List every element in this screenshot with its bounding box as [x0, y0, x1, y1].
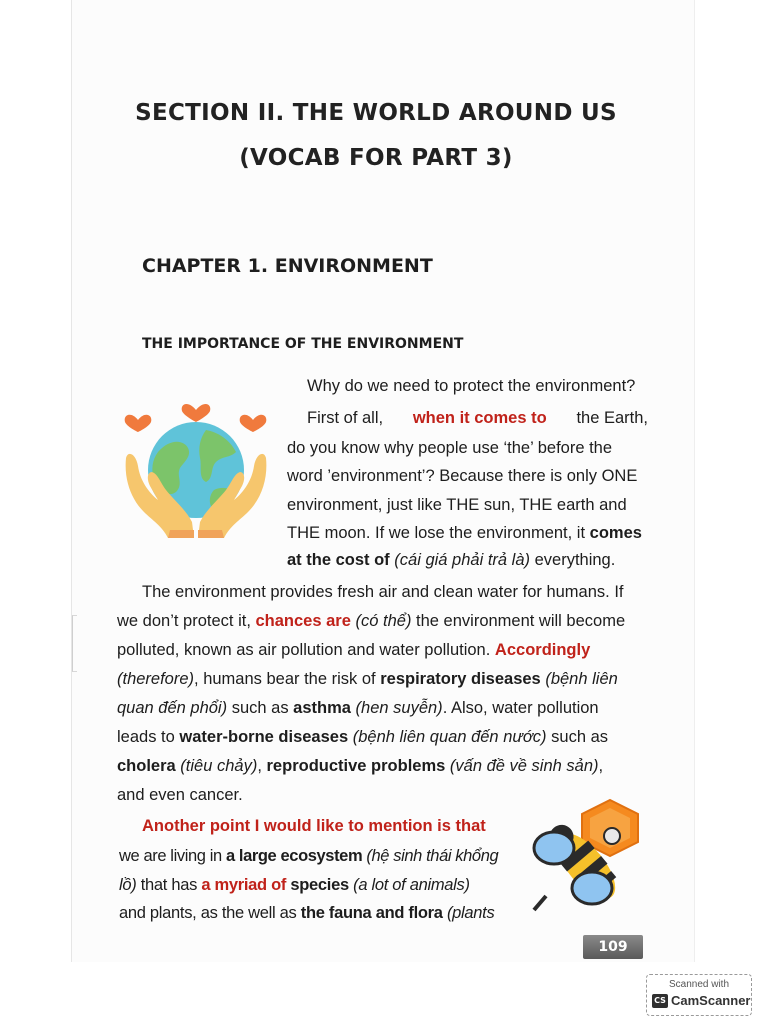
text-line: quan đến phổi) such as asthma (hen suyễn). Also, water pollution	[117, 699, 599, 717]
scanner-caption: Scanned with	[668, 979, 730, 990]
text-line: Why do we need to protect the environment?	[307, 377, 636, 395]
text-line: and even cancer.	[117, 786, 243, 804]
earth-in-hands-illustration	[118, 382, 274, 542]
text-line: First of all, when it comes to the Earth,	[307, 409, 648, 427]
text-line: at the cost of (cái giá phải trả là) everything.	[287, 551, 616, 569]
text-line: lồ) that has a myriad of species (a lot of animals)	[119, 876, 470, 894]
highlight-phrase: a myriad of	[201, 876, 287, 894]
section-title-line2: (VOCAB FOR PART 3)	[239, 145, 513, 171]
subheading: THE IMPORTANCE OF THE ENVIRONMENT	[142, 336, 464, 352]
heart-icon	[182, 404, 211, 422]
chapter-title: CHAPTER 1. ENVIRONMENT	[142, 255, 433, 277]
text-line: leads to water-borne diseases (bệnh liên quan đến nước) such as	[117, 728, 609, 746]
bee-illustration	[526, 796, 646, 916]
camscanner-badge	[646, 974, 752, 1016]
section-title-line1: SECTION II. THE WORLD AROUND US	[135, 100, 617, 126]
text-line: we don’t protect it, chances are (có thể) the environment will become	[117, 612, 626, 630]
text-line: polluted, known as air pollution and water pollution. Accordingly	[117, 641, 591, 659]
text-line: and plants, as the well as the fauna and flora (plants	[119, 904, 495, 922]
highlight-phrase: Another point I would like to mention is that	[142, 817, 486, 835]
text-line: do you know why people use ‘the’ before the	[287, 439, 613, 457]
text-line: we are living in a large ecosystem (hệ sinh thái khổng	[119, 847, 499, 865]
text-line: (therefore), humans bear the risk of respiratory diseases (bệnh liên	[117, 670, 618, 688]
text-line: cholera (tiêu chảy), reproductive problems (vấn đề về sinh sản),	[117, 757, 604, 775]
highlight-phrase: when it comes to	[412, 409, 547, 427]
text-line: The environment provides fresh air and clean water for humans. If	[142, 583, 624, 601]
text-line	[142, 818, 486, 835]
camscanner-logo-icon: CS	[652, 994, 668, 1008]
scanner-app-name: CamScanner	[671, 993, 751, 1008]
heart-icon	[240, 415, 267, 432]
text-line: environment, just like THE sun, THE earth and	[287, 496, 627, 514]
heart-icon	[125, 415, 152, 432]
text-line: THE moon. If we lose the environment, it comes	[287, 524, 642, 542]
highlight-phrase: Accordingly	[494, 641, 591, 659]
highlight-phrase: chances are	[255, 612, 351, 630]
page-edge	[72, 615, 77, 672]
text-line: word ’environment’? Because there is only ONE	[287, 467, 638, 485]
page-number: 109	[583, 935, 643, 959]
